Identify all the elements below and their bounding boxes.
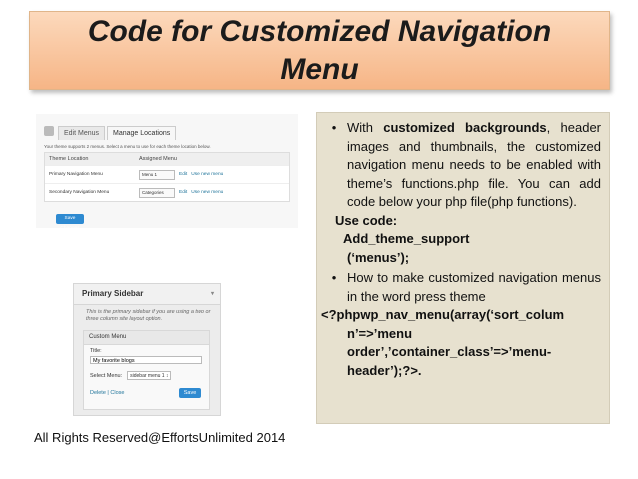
- table-header: [45, 153, 289, 165]
- code-line-6: header’);?>.: [347, 362, 422, 378]
- edit-link[interactable]: Edit: [179, 190, 188, 195]
- content-box: [316, 112, 610, 424]
- bullet-bold-text: customized backgrounds: [383, 120, 547, 135]
- title-banner: [29, 11, 610, 90]
- code-line-3: <?phpwp_nav_menu(array(‘sort_colum: [321, 307, 565, 322]
- locations-table: [44, 152, 290, 202]
- sidebar-header: [74, 284, 220, 305]
- select-menu-row: [90, 371, 171, 380]
- bullet-text: With: [347, 120, 384, 135]
- tab-edit-menus[interactable]: Edit Menus: [58, 126, 105, 140]
- code-line-2: (‘menus’);: [347, 249, 410, 265]
- header-assigned-menu: Assigned Menu: [139, 156, 177, 162]
- code-line-4: n’=>’menu: [347, 325, 413, 341]
- manage-locations-screenshot: [36, 114, 298, 231]
- locations-note: Your theme supports 2 menus. Select a menu to use for each theme location below.: [44, 144, 211, 149]
- bullet-icon: •: [331, 270, 337, 285]
- sidebar-widget-screenshot: [73, 283, 221, 416]
- header-theme-location: Theme Location: [49, 156, 89, 162]
- title-input[interactable]: My favorite blogs: [90, 356, 202, 364]
- select-menu-label: Select Menu:: [90, 372, 123, 379]
- use-code-label: Use code:: [335, 212, 398, 228]
- code-line-1: Add_theme_support: [343, 231, 470, 246]
- location-name: Secondary Navigation Menu: [49, 190, 110, 195]
- sidebar-description: This is the primary sidebar if you are using a two or three column site layout option.: [86, 309, 211, 322]
- chevron-down-icon[interactable]: ▾: [210, 291, 214, 297]
- widget-title[interactable]: Custom Menu: [84, 331, 209, 345]
- save-changes-button[interactable]: Save Changes: [56, 214, 84, 224]
- bullet-item: [321, 269, 601, 306]
- use-new-menu-link[interactable]: Use new menu: [191, 190, 224, 195]
- menu-select[interactable]: Categories: [139, 188, 175, 198]
- edit-link[interactable]: Edit: [179, 172, 188, 177]
- tab-manage-locations[interactable]: Manage Locations: [107, 126, 176, 140]
- slide-title: [88, 13, 551, 89]
- code-line-5: order’,’container_class’=>’menu-: [347, 344, 552, 359]
- title-label: Title:: [90, 348, 102, 354]
- bullet-text-rest: , header images and thumbnails, the customized navigation menu needs to be enabled with theme’s functions.php file. You can add code below your php file(php functions).: [347, 120, 601, 209]
- menu-select[interactable]: Menu 1: [139, 170, 175, 180]
- delete-close-links[interactable]: Delete | Close: [90, 390, 125, 396]
- use-new-menu-link[interactable]: Use new menu: [191, 172, 224, 177]
- save-button[interactable]: Save: [179, 388, 201, 398]
- bullet-icon: •: [331, 120, 337, 135]
- title-line-2: Menu: [280, 52, 359, 86]
- table-row: [45, 165, 289, 183]
- menus-icon: [44, 126, 54, 136]
- menu-tabs: [44, 122, 178, 140]
- footer-copyright: All Rights Reserved@EffortsUnlimited 2014: [34, 430, 286, 445]
- select-menu-dropdown[interactable]: sidebar menu 1 ↕: [127, 371, 171, 380]
- table-row: [45, 183, 289, 201]
- bullet-item: [321, 119, 601, 212]
- bullet-text: How to make customized navigation menus in the word press theme: [347, 270, 601, 304]
- location-name: Primary Navigation Menu: [49, 172, 103, 177]
- title-line-1: Code for Customized Navigation: [87, 14, 552, 48]
- sidebar-title: Primary Sidebar: [82, 289, 144, 298]
- custom-menu-widget: [83, 330, 210, 410]
